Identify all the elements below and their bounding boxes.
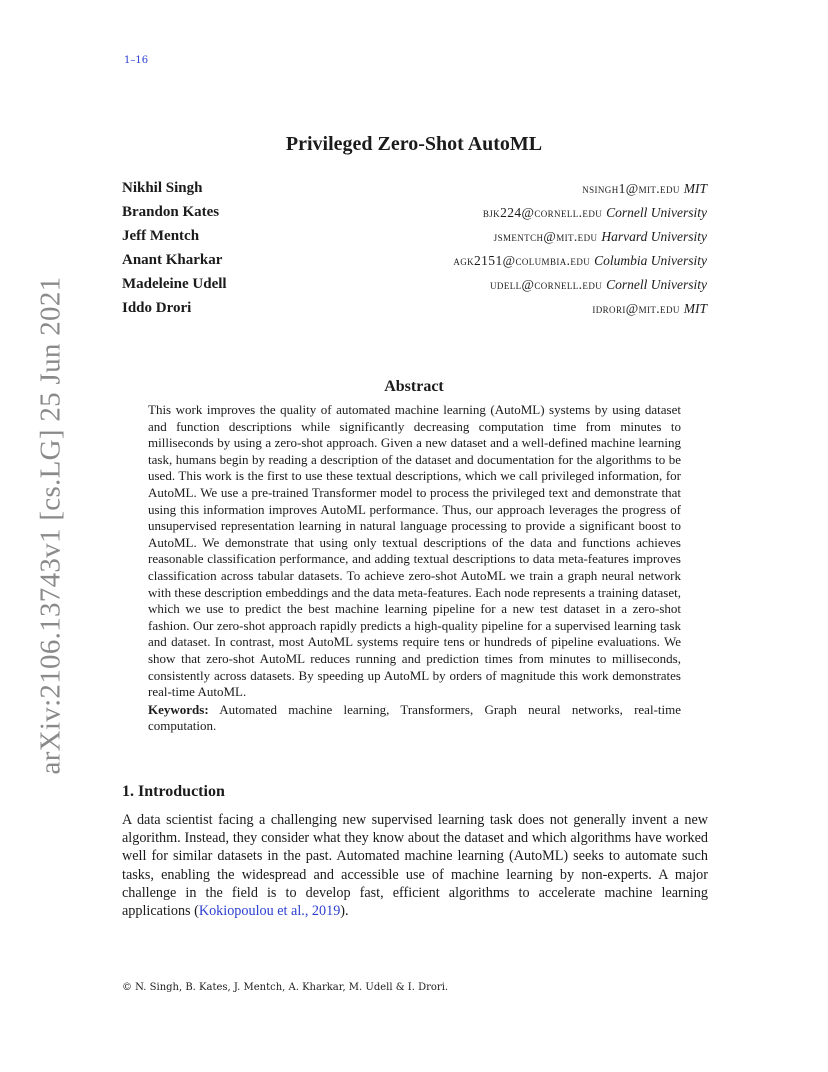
introduction-body bbox=[122, 811, 708, 920]
author-name: Anant Kharkar bbox=[122, 252, 223, 268]
keywords bbox=[148, 702, 681, 735]
intro-paragraph bbox=[122, 811, 708, 920]
keywords-label: Keywords: bbox=[148, 701, 209, 717]
keywords-text: Automated machine learning, Transformers, Graph neural networks, real-time computation. bbox=[148, 701, 681, 734]
citation-link[interactable]: Kokiopoulou et al., 2019 bbox=[198, 903, 341, 920]
author-affiliation: Cornell University bbox=[606, 205, 707, 220]
author-row bbox=[122, 178, 707, 202]
author-name: Brandon Kates bbox=[122, 204, 220, 220]
author-name: Jeff Mentch bbox=[122, 228, 200, 244]
intro-end: ). bbox=[340, 903, 349, 920]
paper-title: Privileged Zero-Shot AutoML bbox=[285, 133, 543, 155]
author-email[interactable]: agk2151@columbia.edu bbox=[453, 253, 591, 268]
arxiv-sidebar bbox=[34, 276, 67, 774]
author-email[interactable]: nsingh1@mit.edu bbox=[582, 181, 680, 196]
author-row bbox=[122, 274, 707, 298]
author-email[interactable]: jsmentch@mit.edu bbox=[493, 229, 598, 244]
abstract-text: This work improves the quality of automated machine learning (AutoML) systems by using dataset and function descriptions while significantly decreasing computation time from minutes to milliseconds by using a zero-shot approach. Given a new dataset and a well-defined machine learning task, humans begin by reading a description of the dataset and documentation for the algorithms to be used. This work is the first to use these textual descriptions, which we call privileged information, for AutoML. We use a pre-trained Transformer model to process the privileged text and demonstrate that using this information improves AutoML performance. Thus, our approach leverages the progress of unsupervised representation learning in natural language processing to provide a significant boost to AutoML. We demonstrate that using only textual descriptions of the data and functions achieves reasonable classification performance, and adding textual descriptions to data meta-features improves classification across tabular datasets. To achieve zero-shot AutoML we train a graph neural network with these description embeddings and the data meta-features. Each node represents a training dataset, which we use to predict the best machine learning pipeline for a new test dataset in a zero-shot fashion. Our zero-shot approach rapidly predicts a high-quality pipeline for a supervised learning task and dataset. In contrast, most AutoML systems require tens or hundreds of pipeline evaluations. We show that zero-shot AutoML reduces running and prediction times from minutes to milliseconds, consistently across datasets. By speeding up AutoML by orders of magnitude this work demonstrates real-time AutoML. bbox=[148, 402, 681, 700]
section-heading-introduction: 1. Introduction bbox=[122, 783, 225, 800]
author-affiliation: Columbia University bbox=[594, 253, 707, 268]
author-email[interactable]: udell@cornell.edu bbox=[490, 277, 603, 292]
author-row bbox=[122, 298, 707, 322]
author-row bbox=[122, 250, 707, 274]
abstract-heading: Abstract bbox=[384, 378, 444, 395]
author-email[interactable]: bjk224@cornell.edu bbox=[482, 205, 603, 220]
author-affiliation: MIT bbox=[683, 301, 707, 316]
author-email[interactable]: idrori@mit.edu bbox=[592, 301, 680, 316]
copyright-footer: © N. Singh, B. Kates, J. Mentch, A. Kharkar, M. Udell & I. Drori. bbox=[122, 982, 449, 993]
arxiv-identifier: arXiv:2106.13743v1 [cs.LG] 25 Jun 2021 bbox=[34, 276, 67, 774]
author-affiliation: MIT bbox=[683, 181, 707, 196]
author-list bbox=[122, 178, 707, 322]
author-row bbox=[122, 202, 707, 226]
author-name: Iddo Drori bbox=[122, 300, 192, 316]
author-affiliation: Harvard University bbox=[601, 229, 707, 244]
page-range: 1–16 bbox=[124, 55, 149, 66]
author-name: Madeleine Udell bbox=[122, 276, 227, 292]
abstract-block bbox=[148, 402, 681, 735]
author-name: Nikhil Singh bbox=[122, 180, 203, 196]
author-affiliation: Cornell University bbox=[606, 277, 707, 292]
author-row bbox=[122, 226, 707, 250]
intro-text: A data scientist facing a challenging new supervised learning task does not generally invent a new algorithm. Instead, they consider what they know about the dataset and which algorithms have worked well for similar datasets in the past. Automated machine learning (AutoML) seeks to automate such tasks, enabling the widespread and accessible use of machine learning by non-experts. A major challenge in the field is to develop fast, efficient algorithms to accelerate machine learning applications ( bbox=[122, 812, 708, 920]
